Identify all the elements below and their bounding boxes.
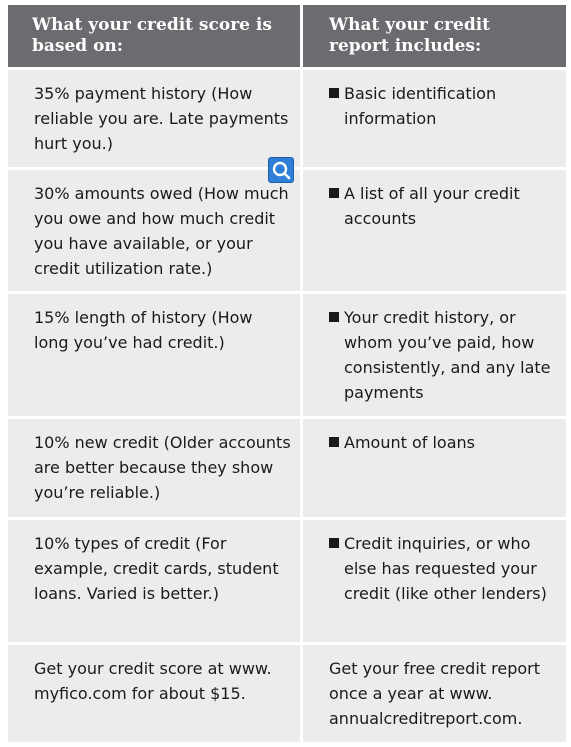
bullet-item xyxy=(329,305,558,416)
row-left-cell: 35% payment history (How reliable you are. Late payments hurt you.) xyxy=(8,70,303,167)
bullet-text: Credit inquiries, or who else has requested your credit (like other lenders) xyxy=(344,534,547,603)
table-row xyxy=(8,419,566,520)
row-right-cell xyxy=(303,170,566,291)
row-right-cell xyxy=(303,294,566,416)
table-row xyxy=(8,294,566,419)
row-left-cell: 15% length of history (How long you’ve had credit.) xyxy=(8,294,303,416)
footer-score-link-text: Get your credit score at www. myfico.com for about $15. xyxy=(8,645,303,742)
row-right-cell xyxy=(303,520,566,642)
row-left-cell: 30% amounts owed (How much you owe and how much credit you have available, or your credit utilization rate.) xyxy=(8,170,303,291)
table-row xyxy=(8,70,566,170)
square-bullet-icon xyxy=(329,188,339,198)
footer-report-link-text xyxy=(303,645,566,742)
bullet-text: Amount of loans xyxy=(344,433,475,452)
magnifier-glyph-icon xyxy=(269,158,293,182)
bullet-text: A list of all your credit accounts xyxy=(344,184,520,228)
footer-report-text: Get your free credit report once a year at www. annualcreditreport.com. xyxy=(329,659,540,728)
square-bullet-icon xyxy=(329,312,339,322)
header-report-includes: What your credit report includes: xyxy=(329,15,491,56)
table-row xyxy=(8,170,566,294)
row-left-cell: 10% types of credit (For example, credit cards, student loans. Varied is better.) xyxy=(8,520,303,642)
bullet-item xyxy=(329,430,475,517)
table-row-footer xyxy=(8,645,566,742)
magnifier-zoom-icon[interactable] xyxy=(268,157,294,183)
bullet-item xyxy=(329,181,558,291)
row-right-cell xyxy=(303,70,566,167)
header-score-based-on: What your credit score is based on: xyxy=(8,5,303,67)
bullet-item xyxy=(329,81,558,167)
bullet-item xyxy=(329,531,558,642)
row-left-cell: 10% new credit (Older accounts are better because they show you’re reliable.) xyxy=(8,419,303,517)
square-bullet-icon xyxy=(329,538,339,548)
bullet-text: Basic identification information xyxy=(344,84,497,128)
row-right-cell xyxy=(303,419,566,517)
table-row xyxy=(8,520,566,645)
square-bullet-icon xyxy=(329,437,339,447)
square-bullet-icon xyxy=(329,88,339,98)
credit-table xyxy=(8,5,566,742)
bullet-text: Your credit history, or whom you’ve paid, how consistently, and any late payments xyxy=(344,308,551,402)
table-header xyxy=(8,5,566,70)
